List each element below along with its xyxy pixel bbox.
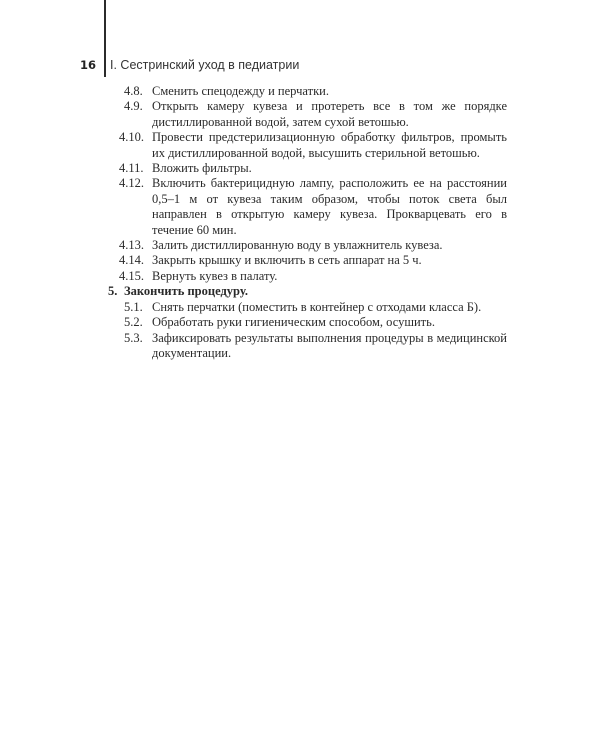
item-text: Вернуть кувез в палату. [152,268,278,283]
section-heading-5 [0,284,600,299]
item-number: 4.10. [119,130,144,145]
item-text: Обработать руки гигиеническим способом, осушить. [152,315,435,330]
list-item-4-13 [0,238,507,253]
item-text: Провести предстерилизационную обработку фильтров, промыть их дистиллированной водой, высушить стерильной ветошью. [152,130,507,160]
list-item-4-9 [0,99,507,130]
list-item-5-3 [0,331,507,362]
item-text: Включить бактерицидную лампу, расположить ее на расстоянии 0,5–1 м от кувеза таким образом, чтобы поток света был направлен в открытую камеру кувеза. Прокварцевать его в течение 60 мин. [152,176,507,237]
item-text: Вложить фильтры. [152,161,252,176]
list-item-5-1 [0,300,507,315]
item-number: 5.2. [124,315,143,330]
item-number: 5.1. [124,299,143,314]
item-text: Зафиксировать результаты выполнения процедуры в медицинской документации. [152,330,507,360]
list-item-4-15 [0,269,507,284]
list-item-4-8 [0,84,507,99]
list-item-4-12 [0,176,507,238]
item-number: 4.9. [124,99,143,114]
item-text: Снять перчатки (поместить в контейнер с отходами класса Б). [152,299,482,314]
item-text: Открыть камеру кувеза и протереть все в том же порядке дистиллированной водой, затем сухой ветошью. [152,99,507,129]
list-item-4-11 [0,161,507,176]
page-content [0,84,600,361]
running-title: I. Сестринский уход в педиатрии [110,58,300,72]
item-number: 4.8. [124,84,143,98]
item-text: Сменить спецодежду и перчатки. [152,84,329,98]
item-number: 4.13. [119,238,144,253]
item-text: Залить дистиллированную воду в увлажнитель кувеза. [152,238,443,253]
section-number: 5. [108,284,118,299]
list-item-4-14 [0,253,507,268]
list-item-5-2 [0,315,507,330]
header-vertical-rule [104,0,106,77]
section-title: Закончить процедуру. [124,284,248,299]
item-number: 4.11. [119,161,144,176]
item-number: 4.14. [119,253,144,268]
item-number: 5.3. [124,330,143,345]
item-number: 4.12. [119,176,144,191]
list-item-4-10 [0,130,507,161]
item-text: Закрыть крышку и включить в сеть аппарат на 5 ч. [152,253,422,268]
item-number: 4.15. [119,268,144,283]
page-number: 16 [80,58,97,72]
